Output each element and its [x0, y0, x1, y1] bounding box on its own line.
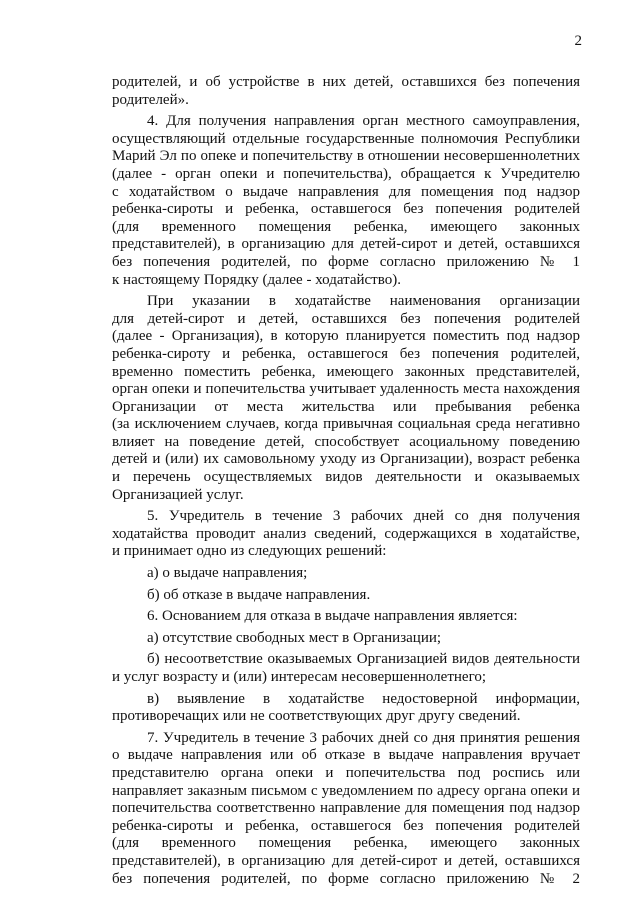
text-line: родителей». [112, 91, 189, 108]
text-line: Организации от места жительства или пребывания ребенка [112, 398, 580, 415]
text-line: представителю органа опеки и попечительства под роспись или [112, 764, 580, 781]
text-line: ходатайства проводит анализ сведений, содержащихся в ходатайстве, [112, 525, 580, 542]
text-line: с ходатайством о выдаче направления для помещения под надзор [112, 183, 580, 200]
text-line: в) выявление в ходатайстве недостоверной информации, [147, 690, 580, 707]
text-line: без попечения родителей, по форме согласно приложению № 2 [112, 870, 580, 887]
text-line: для детей-сирот и детей, оставшихся без попечения родителей [112, 310, 580, 327]
text-line: 5. Учредитель в течение 3 рабочих дней со дня получения [147, 508, 580, 525]
text-line: б) об отказе в выдаче направления. [147, 586, 371, 603]
text-line: 7. Учредитель в течение 3 рабочих дней со дня принятия решения [147, 729, 580, 746]
text-line: 4. Для получения направления орган местного самоуправления, [147, 113, 580, 130]
text-line: представителей), в организацию для детей-сирот и детей, оставшихся [112, 852, 580, 869]
text-line: временно поместить ребенка, имеющего законных представителей, [112, 363, 580, 380]
text-line: Организацией услуг. [112, 486, 244, 503]
page-number: 2 [574, 33, 582, 49]
text-line: и услуг возрасту и (или) интересам несовершеннолетнего; [112, 669, 487, 685]
text-line: Марий Эл по опеке и попечительству в отношении несовершеннолетних [112, 148, 580, 165]
text-line: а) о выдаче направления; [147, 565, 308, 582]
text-line: ребенка-сироту и ребенка, оставшегося без попечения родителей, [112, 345, 580, 362]
text-line: а) отсутствие свободных мест в Организации; [147, 629, 442, 646]
text-line: (для временного помещения ребенка, имеющего законных [112, 835, 580, 852]
text-line: детей и (или) их самовольному уходу из Организации), возраст ребенка [112, 451, 580, 468]
document-body [112, 74, 580, 888]
text-line: о выдаче направления или об отказе в выдаче направления вручает [112, 747, 580, 764]
text-line: и перечень осуществляемых видов деятельности и оказываемых [112, 469, 580, 486]
text-line: орган опеки и попечительства учитывает удаленность места нахождения [112, 381, 580, 398]
text-line: попечительства соответственно направление для помещения под надзор [112, 800, 580, 817]
text-line: осуществляющий отдельные государственные полномочия Республики [112, 130, 580, 147]
text-line: (за исключением случаев, когда привычная социальная среда негативно [112, 416, 580, 433]
text-line: (далее - Организация), в которую планируется поместить под надзор [112, 328, 580, 345]
text-line: 6. Основанием для отказа в выдаче направления является: [147, 608, 518, 625]
text-line: и принимает одно из следующих решений: [112, 543, 387, 560]
text-line: влияет на поведение детей, способствует асоциальному поведению [112, 433, 580, 450]
text-line: ребенка-сироты и ребенка, оставшегося без попечения родителей [112, 817, 580, 834]
text-line: к настоящему Порядку (далее - ходатайство). [112, 271, 401, 288]
text-line: без попечения родителей, по форме согласно приложению № 1 [112, 253, 580, 270]
text-line: представителей), в организацию для детей-сирот и детей, оставшихся [112, 236, 580, 253]
text-line: При указании в ходатайстве наименования организации [147, 293, 580, 310]
text-line: ребенка-сироты и ребенка, оставшегося без попечения родителей [112, 201, 580, 218]
text-line: б) несоответствие оказываемых Организацией видов деятельности [147, 651, 580, 668]
text-line: направляет заказным письмом с уведомлением по адресу органа опеки и [112, 782, 580, 799]
text-line: родителей, и об устройстве в них детей, оставшихся без попечения [112, 74, 580, 90]
text-line: (для временного помещения ребенка, имеющего законных [112, 218, 580, 235]
text-line: (далее - орган опеки и попечительства), обращается к Учредителю [112, 165, 580, 182]
text-line: противоречащих или не соответствующих друг другу сведений. [112, 708, 521, 725]
